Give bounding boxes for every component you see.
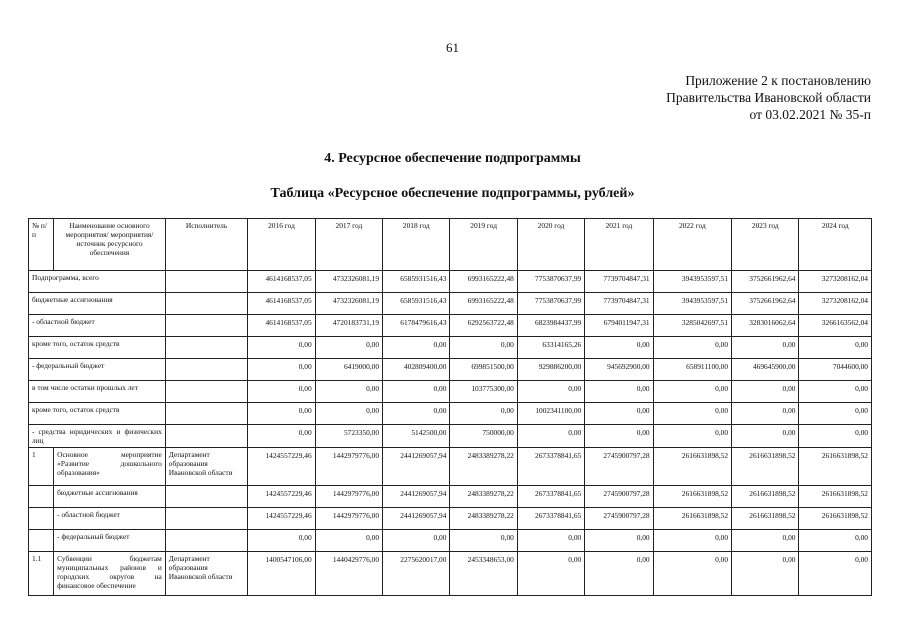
resource-table xyxy=(28,218,872,596)
table-row xyxy=(29,403,872,425)
cell-2019: 0,00 xyxy=(450,337,517,359)
cell-2022: 3285042697,51 xyxy=(653,315,731,337)
cell-2020: 0,00 xyxy=(517,425,584,448)
appendix-line-3: от 03.02.2021 № 35-п xyxy=(749,107,871,122)
cell-2020: 0,00 xyxy=(517,530,584,552)
row-number: 1.1 xyxy=(29,552,54,596)
cell-2021: 0,00 xyxy=(585,552,653,596)
table-header-row xyxy=(29,219,872,271)
cell-2023: 0,00 xyxy=(732,552,799,596)
cell-2018: 0,00 xyxy=(383,337,450,359)
cell-2017: 0,00 xyxy=(315,530,382,552)
cell-2024: 2616631898,52 xyxy=(799,486,872,508)
cell-2023: 3283016062,64 xyxy=(732,315,799,337)
cell-2023: 0,00 xyxy=(732,337,799,359)
cell-2024: 0,00 xyxy=(799,552,872,596)
row-number xyxy=(29,508,54,530)
appendix-line-1: Приложение 2 к постановлению xyxy=(685,73,871,88)
row-executor xyxy=(165,381,247,403)
cell-2024: 0,00 xyxy=(799,530,872,552)
cell-2016: 4614168537,05 xyxy=(248,271,315,293)
cell-2024: 0,00 xyxy=(799,425,872,448)
row-executor xyxy=(165,315,247,337)
header-name: Наименование основного мероприятия/ мероприятия/ источник ресурсного обеспечения xyxy=(54,219,166,271)
row-label: Подпрограмма, всего xyxy=(29,271,166,293)
cell-2016: 1424557229,46 xyxy=(248,448,315,486)
table-row xyxy=(29,425,872,448)
cell-2024: 7044600,00 xyxy=(799,359,872,381)
cell-2016: 1400547106,00 xyxy=(248,552,315,596)
cell-2016: 0,00 xyxy=(248,403,315,425)
table-row xyxy=(29,552,872,596)
cell-2024: 3273208162,04 xyxy=(799,271,872,293)
cell-2022: 2616631898,52 xyxy=(653,508,731,530)
table-row xyxy=(29,508,872,530)
cell-2019: 2483389278,22 xyxy=(450,448,517,486)
row-label: бюджетные ассигнования xyxy=(54,486,166,508)
table-row xyxy=(29,271,872,293)
row-number xyxy=(29,530,54,552)
row-label: бюджетные ассигнования xyxy=(29,293,166,315)
row-label: - областной бюджет xyxy=(54,508,166,530)
cell-2019: 699851500,00 xyxy=(450,359,517,381)
table-title: Таблица «Ресурсное обеспечение подпрограммы, рублей» xyxy=(270,186,635,201)
cell-2019: 6993165222,48 xyxy=(450,271,517,293)
cell-2022: 0,00 xyxy=(653,381,731,403)
row-executor xyxy=(165,530,247,552)
cell-2020: 2673378841,65 xyxy=(517,486,584,508)
cell-2024: 0,00 xyxy=(799,403,872,425)
row-label: Основное мероприятие «Развитие дошкольного образования» xyxy=(54,448,166,486)
cell-2021: 0,00 xyxy=(585,403,653,425)
cell-2019: 2453348653,00 xyxy=(450,552,517,596)
cell-2019: 103775300,00 xyxy=(450,381,517,403)
header-2021: 2021 год xyxy=(585,219,653,271)
row-executor xyxy=(165,271,247,293)
section-title: 4. Ресурсное обеспечение подпрограммы xyxy=(324,151,581,166)
cell-2018: 6585931516,43 xyxy=(383,293,450,315)
cell-2018: 2441269057,94 xyxy=(383,486,450,508)
cell-2021: 7739704847,31 xyxy=(585,271,653,293)
row-label: Субвенции бюджетам муниципальных районов и городских округов на финансовое обеспечение xyxy=(54,552,166,596)
row-executor xyxy=(165,425,247,448)
cell-2020: 2673378841,65 xyxy=(517,448,584,486)
cell-2021: 0,00 xyxy=(585,337,653,359)
cell-2022: 2616631898,52 xyxy=(653,448,731,486)
appendix-line-2: Правительства Ивановской области xyxy=(666,90,871,105)
page-number: 61 xyxy=(446,40,459,55)
cell-2018: 5142500,00 xyxy=(383,425,450,448)
cell-2017: 4732326081,19 xyxy=(315,271,382,293)
cell-2019: 2483389278,22 xyxy=(450,486,517,508)
cell-2023: 3752661962,64 xyxy=(732,293,799,315)
table-row xyxy=(29,448,872,486)
cell-2018: 0,00 xyxy=(383,381,450,403)
row-label: - средства юридических и физических лиц xyxy=(29,425,166,448)
cell-2016: 0,00 xyxy=(248,425,315,448)
cell-2022: 0,00 xyxy=(653,530,731,552)
cell-2016: 0,00 xyxy=(248,337,315,359)
cell-2022: 658911100,00 xyxy=(653,359,731,381)
cell-2017: 0,00 xyxy=(315,403,382,425)
cell-2017: 4720183731,19 xyxy=(315,315,382,337)
cell-2020: 7753870637,99 xyxy=(517,271,584,293)
cell-2023: 2616631898,52 xyxy=(732,508,799,530)
cell-2017: 1442979776,00 xyxy=(315,448,382,486)
row-executor xyxy=(165,403,247,425)
header-2018: 2018 год xyxy=(383,219,450,271)
cell-2020: 63314165,26 xyxy=(517,337,584,359)
row-executor: Департамент образования Ивановской области xyxy=(165,552,247,596)
cell-2018: 2441269057,94 xyxy=(383,508,450,530)
cell-2017: 0,00 xyxy=(315,381,382,403)
cell-2022: 3943953597,51 xyxy=(653,271,731,293)
cell-2022: 0,00 xyxy=(653,425,731,448)
cell-2024: 0,00 xyxy=(799,337,872,359)
cell-2024: 2616631898,52 xyxy=(799,448,872,486)
header-num: № п/п xyxy=(29,219,54,271)
table-row xyxy=(29,359,872,381)
cell-2023: 469645900,00 xyxy=(732,359,799,381)
row-label: в том числе остатки прошлых лет xyxy=(29,381,166,403)
header-2016: 2016 год xyxy=(248,219,315,271)
cell-2020: 7753870637,99 xyxy=(517,293,584,315)
cell-2018: 2441269057,94 xyxy=(383,448,450,486)
cell-2019: 0,00 xyxy=(450,403,517,425)
cell-2019: 2483389278,22 xyxy=(450,508,517,530)
row-executor xyxy=(165,293,247,315)
row-label: - федеральный бюджет xyxy=(54,530,166,552)
cell-2016: 1424557229,46 xyxy=(248,508,315,530)
header-2019: 2019 год xyxy=(450,219,517,271)
cell-2023: 0,00 xyxy=(732,530,799,552)
row-label: кроме того, остаток средств xyxy=(29,403,166,425)
table-row xyxy=(29,315,872,337)
cell-2020: 2673378841,65 xyxy=(517,508,584,530)
cell-2023: 2616631898,52 xyxy=(732,448,799,486)
cell-2021: 2745900797,28 xyxy=(585,486,653,508)
cell-2019: 750000,00 xyxy=(450,425,517,448)
cell-2016: 4614168537,05 xyxy=(248,293,315,315)
cell-2021: 2745900797,28 xyxy=(585,508,653,530)
cell-2020: 1002341100,00 xyxy=(517,403,584,425)
table-row xyxy=(29,337,872,359)
row-label: - областной бюджет xyxy=(29,315,166,337)
cell-2016: 0,00 xyxy=(248,359,315,381)
cell-2021: 945692900,00 xyxy=(585,359,653,381)
cell-2020: 0,00 xyxy=(517,552,584,596)
cell-2016: 1424557229,46 xyxy=(248,486,315,508)
cell-2018: 0,00 xyxy=(383,530,450,552)
cell-2020: 929886200,00 xyxy=(517,359,584,381)
cell-2017: 4732326081,19 xyxy=(315,293,382,315)
appendix-block xyxy=(666,72,871,123)
cell-2020: 6823984437,99 xyxy=(517,315,584,337)
cell-2017: 1440429776,00 xyxy=(315,552,382,596)
row-executor xyxy=(165,359,247,381)
cell-2018: 6585931516,43 xyxy=(383,271,450,293)
cell-2017: 0,00 xyxy=(315,337,382,359)
cell-2023: 2616631898,52 xyxy=(732,486,799,508)
cell-2024: 3266163562,04 xyxy=(799,315,872,337)
cell-2017: 1442979776,00 xyxy=(315,508,382,530)
header-2017: 2017 год xyxy=(315,219,382,271)
row-executor xyxy=(165,337,247,359)
cell-2020: 0,00 xyxy=(517,381,584,403)
cell-2019: 6292563722,48 xyxy=(450,315,517,337)
cell-2021: 0,00 xyxy=(585,381,653,403)
table-row xyxy=(29,530,872,552)
cell-2023: 0,00 xyxy=(732,381,799,403)
cell-2016: 4614168537,05 xyxy=(248,315,315,337)
cell-2021: 0,00 xyxy=(585,530,653,552)
cell-2024: 3273208162,04 xyxy=(799,293,872,315)
cell-2018: 6178479616,43 xyxy=(383,315,450,337)
header-executor: Исполнитель xyxy=(165,219,247,271)
cell-2016: 0,00 xyxy=(248,381,315,403)
cell-2021: 2745900797,28 xyxy=(585,448,653,486)
cell-2024: 0,00 xyxy=(799,381,872,403)
row-number xyxy=(29,486,54,508)
cell-2021: 6794011947,31 xyxy=(585,315,653,337)
cell-2016: 0,00 xyxy=(248,530,315,552)
header-2024: 2024 год xyxy=(799,219,872,271)
row-executor xyxy=(165,486,247,508)
cell-2023: 0,00 xyxy=(732,425,799,448)
cell-2022: 0,00 xyxy=(653,337,731,359)
cell-2018: 0,00 xyxy=(383,403,450,425)
header-2022: 2022 год xyxy=(653,219,731,271)
cell-2017: 6419000,00 xyxy=(315,359,382,381)
cell-2019: 0,00 xyxy=(450,530,517,552)
cell-2021: 0,00 xyxy=(585,425,653,448)
cell-2022: 3943953597,51 xyxy=(653,293,731,315)
cell-2018: 2275620017,00 xyxy=(383,552,450,596)
header-2020: 2020 год xyxy=(517,219,584,271)
row-number: 1 xyxy=(29,448,54,486)
table-row xyxy=(29,486,872,508)
cell-2017: 5723350,00 xyxy=(315,425,382,448)
cell-2022: 0,00 xyxy=(653,552,731,596)
cell-2023: 0,00 xyxy=(732,403,799,425)
cell-2023: 3752661962,64 xyxy=(732,271,799,293)
cell-2021: 7739704847,31 xyxy=(585,293,653,315)
cell-2022: 2616631898,52 xyxy=(653,486,731,508)
cell-2018: 402809400,00 xyxy=(383,359,450,381)
cell-2019: 6993165222,48 xyxy=(450,293,517,315)
table-row xyxy=(29,381,872,403)
cell-2024: 2616631898,52 xyxy=(799,508,872,530)
header-2023: 2023 год xyxy=(732,219,799,271)
cell-2017: 1442979776,00 xyxy=(315,486,382,508)
row-label: - федеральный бюджет xyxy=(29,359,166,381)
row-executor: Департамент образования Ивановской области xyxy=(165,448,247,486)
row-label: кроме того, остаток средств xyxy=(29,337,166,359)
table-row xyxy=(29,293,872,315)
cell-2022: 0,00 xyxy=(653,403,731,425)
row-executor xyxy=(165,508,247,530)
